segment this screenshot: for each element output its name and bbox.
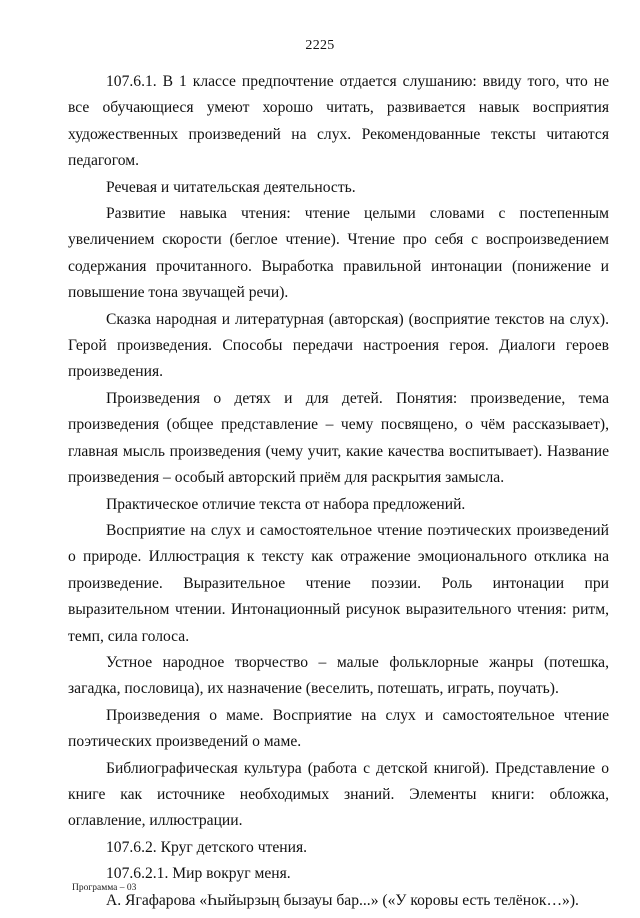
paragraph-1: 107.6.1. В 1 классе предпочтение отдается слушанию: ввиду того, что не все обучающиеся умеют хорошо читать, развивается навык восприятия художественных произведений на слух. Рекомендованные тексты читаются педагогом.	[68, 73, 609, 170]
paragraph-7: Восприятие на слух и самостоятельное чтение поэтических произведений о природе. Иллюстрация к тексту как отражение эмоционального отклика на произведение. Выразительное чтение поэзии. Роль интонации при выразительном чтении. Интонационный рисунок выразительного чтения: ритм, темп, сила голоса.	[68, 521, 609, 645]
paragraph-8: Устное народное творчество – малые фольклорные жанры (потешка, загадка, пословица), их назначение (веселить, потешать, играть, поучать).	[68, 653, 609, 698]
page-number: 2225	[305, 38, 335, 53]
paragraph-13: А. Ягафарова «Һыйырзың бызауы бар...» («У коровы есть телёнок…»).	[106, 891, 579, 909]
paragraph-4: Сказка народная и литературная (авторская) (восприятие текстов на слух). Герой произведения. Способы передачи настроения героя. Диалоги героев произведения.	[68, 310, 609, 381]
paragraph-5: Произведения о детях и для детей. Понятия: произведение, тема произведения (общее представление – чему посвящено, о чём рассказывает), главная мысль произведения (чему учит, какие качества воспитывает). Название произведения – особый авторский приём для раскрытия замысла.	[68, 389, 609, 487]
paragraph-9: Произведения о маме. Восприятие на слух и самостоятельное чтение поэтических произведений о маме.	[68, 706, 609, 751]
paragraph-6: Практическое отличие текста от набора предложений.	[106, 495, 466, 513]
paragraph-12: 107.6.2.1. Мир вокруг меня.	[106, 865, 291, 883]
paragraph-3: Развитие навыка чтения: чтение целыми словами с постепенным увеличением скорости (беглое чтение). Чтение про себя с воспроизведением содержания прочитанного. Выработка правильной интонации (понижение и повышение тона звучащей речи).	[68, 205, 609, 302]
footer-label: Программа – 03	[72, 883, 137, 893]
paragraph-10: Библиографическая культура (работа с детской книгой). Представление о книге как источнике необходимых знаний. Элементы книги: обложка, оглавление, иллюстрации.	[68, 759, 609, 830]
paragraph-11: 107.6.2. Круг детского чтения.	[106, 838, 308, 856]
document-body	[68, 69, 609, 914]
paragraph-2: Речевая и читательская деятельность.	[106, 178, 356, 196]
